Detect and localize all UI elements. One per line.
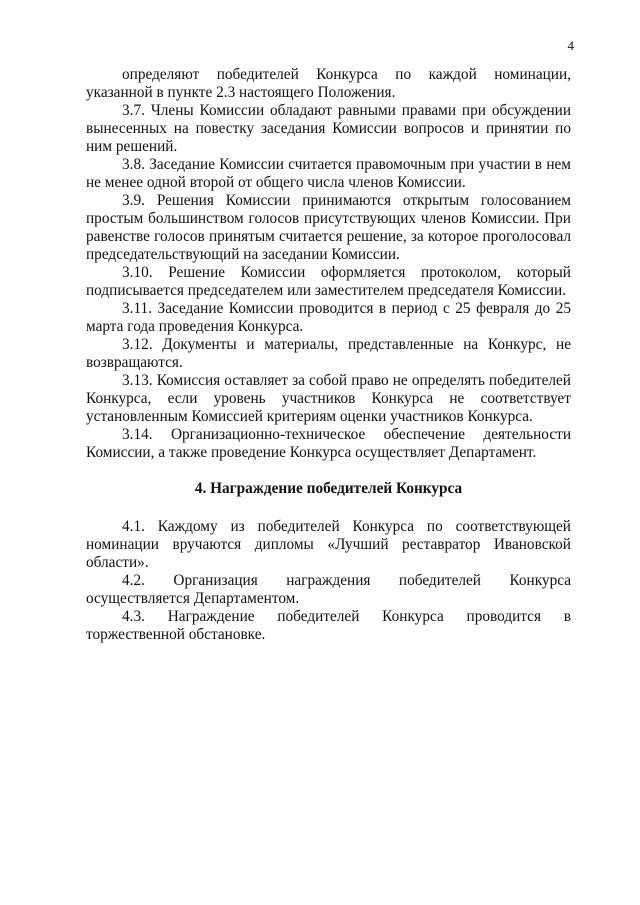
- page-number: 4: [567, 38, 574, 53]
- paragraph-3-13: 3.13. Комиссия оставляет за собой право не определять победителей Конкурса, если уровень участников Конкурса не соответствует установленным Комиссией критериям оценки участников Конкурса.: [86, 372, 571, 425]
- paragraph-3-9: 3.9. Решения Комиссии принимаются открытым голосованием простым большинством голосов присутствующих членов Комиссии. При равенстве голосов принятым считается решение, за которое проголосовал председательствующий на заседании Комиссии.: [86, 192, 571, 263]
- paragraph-3-7: 3.7. Члены Комиссии обладают равными правами при обсуждении вынесенных на повестку заседания Комиссии вопросов и принятии по ним решений.: [86, 102, 571, 155]
- paragraph-4-2: 4.2. Организация награждения победителей Конкурса осуществляется Департаментом.: [86, 572, 571, 607]
- paragraph-3-12: 3.12. Документы и материалы, представленные на Конкурс, не возвращаются.: [86, 336, 571, 371]
- paragraph-3-10: 3.10. Решение Комиссии оформляется протоколом, который подписывается председателем или заместителем председателя Комиссии.: [86, 264, 571, 299]
- paragraph-3-8: 3.8. Заседание Комиссии считается правомочным при участии в нем не менее одной второй от общего числа членов Комиссии.: [86, 156, 571, 191]
- paragraph-3-11: 3.11. Заседание Комиссии проводится в период с 25 февраля до 25 марта года проведения Конкурса.: [86, 300, 571, 335]
- paragraph-continuation: определяют победителей Конкурса по каждой номинации, указанной в пункте 2.3 настоящего Положения.: [86, 66, 571, 101]
- paragraph-4-1: 4.1. Каждому из победителей Конкурса по соответствующей номинации вручаются дипломы «Лучший реставратор Ивановской области».: [86, 518, 571, 571]
- document-body: [86, 66, 571, 644]
- paragraph-4-3: 4.3. Награждение победителей Конкурса проводится в торжественной обстановке.: [86, 608, 571, 643]
- paragraph-3-14: 3.14. Организационно-техническое обеспечение деятельности Комиссии, а также проведение Конкурса осуществляет Департамент.: [86, 426, 571, 461]
- section-4-heading: 4. Награждение победителей Конкурса: [194, 480, 463, 497]
